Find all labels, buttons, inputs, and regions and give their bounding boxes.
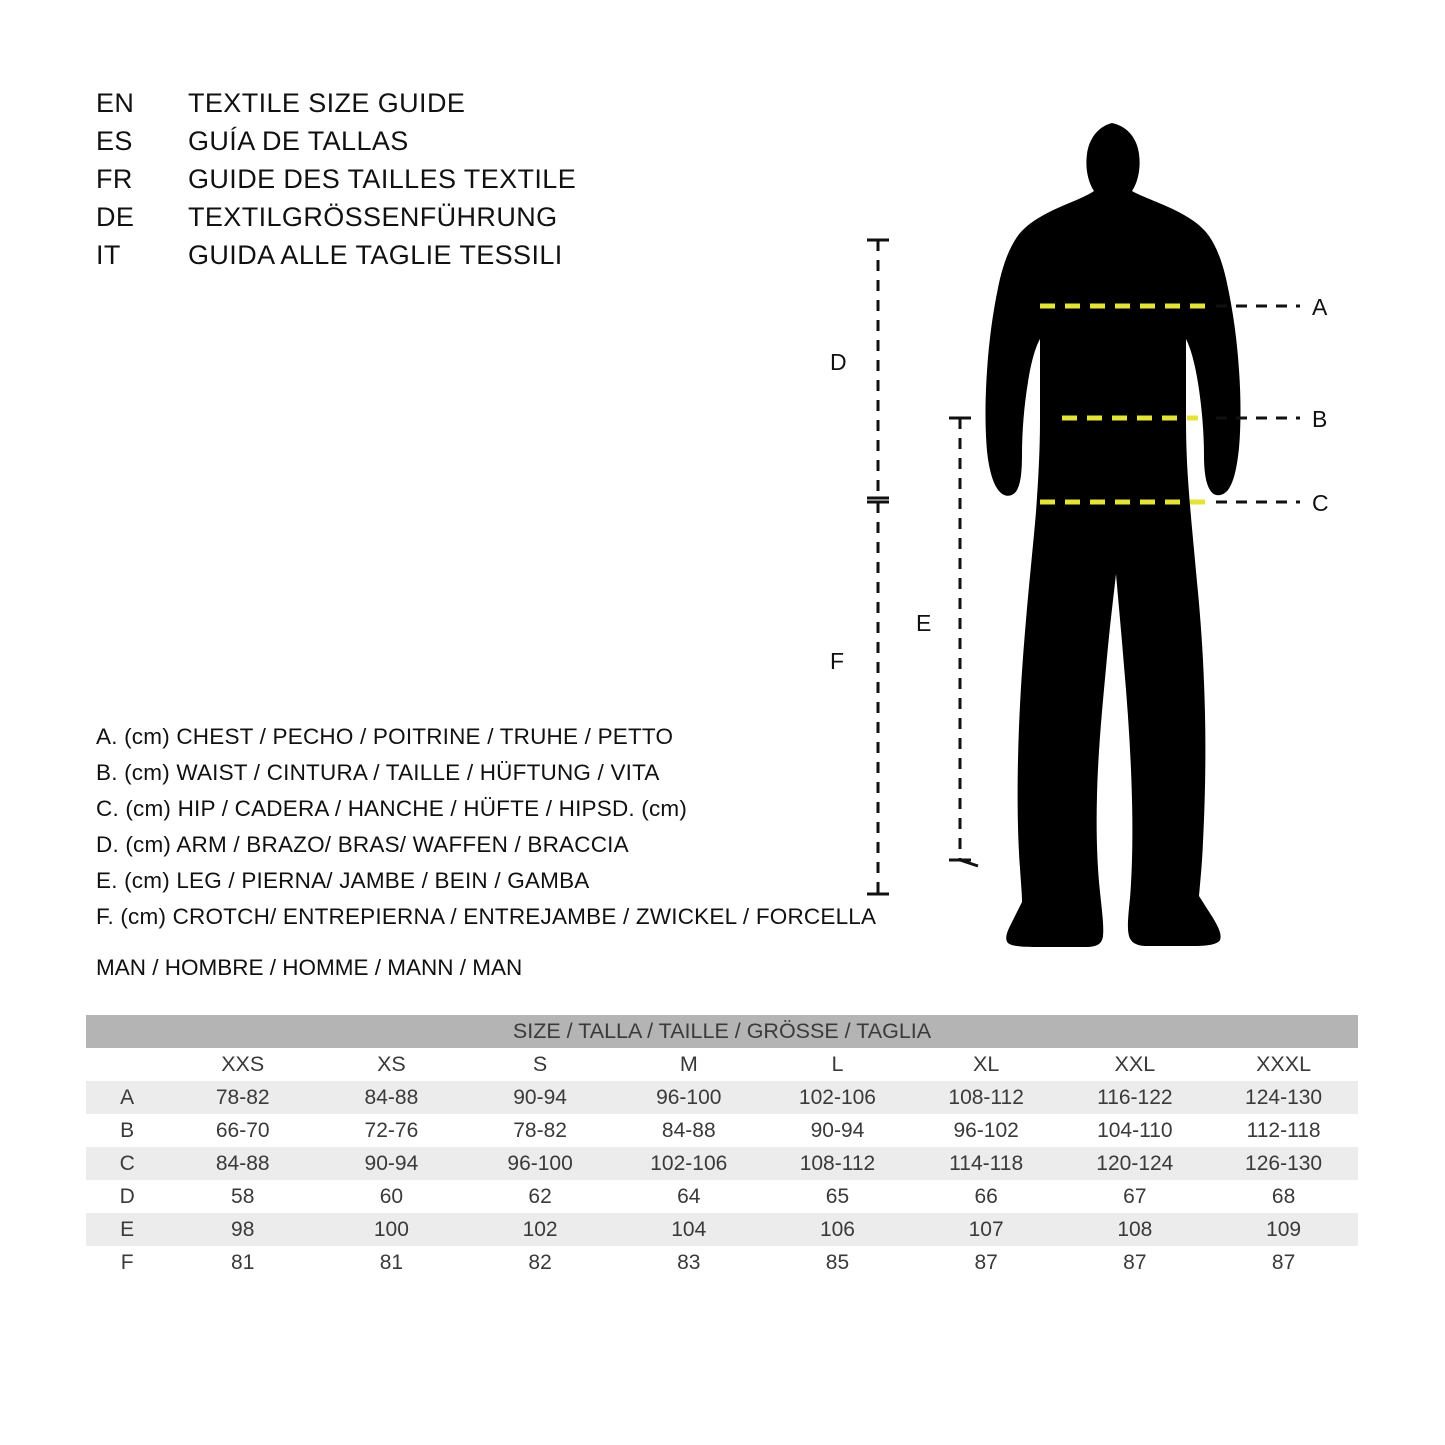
cell-e-s: 102 xyxy=(466,1213,615,1246)
column-header-l: L xyxy=(763,1048,912,1081)
cell-c-xxs: 84-88 xyxy=(168,1147,317,1180)
cell-c-l: 108-112 xyxy=(763,1147,912,1180)
table-row xyxy=(86,1147,1358,1180)
cell-c-xxxl: 126-130 xyxy=(1209,1147,1358,1180)
cell-d-xxl: 67 xyxy=(1061,1180,1210,1213)
cell-a-xl: 108-112 xyxy=(912,1081,1061,1114)
cell-c-xs: 90-94 xyxy=(317,1147,466,1180)
cell-f-xxxl: 87 xyxy=(1209,1246,1358,1279)
cell-f-xxl: 87 xyxy=(1061,1246,1210,1279)
cell-b-xxxl: 112-118 xyxy=(1209,1114,1358,1147)
table-row xyxy=(86,1246,1358,1279)
cell-e-xs: 100 xyxy=(317,1213,466,1246)
cell-b-s: 78-82 xyxy=(466,1114,615,1147)
title-text-fr: GUIDE DES TAILLES TEXTILE xyxy=(188,164,577,194)
title-row-en xyxy=(96,88,796,126)
marker-label-e: E xyxy=(916,610,932,636)
title-text-en: TEXTILE SIZE GUIDE xyxy=(188,88,466,118)
cell-a-xs: 84-88 xyxy=(317,1081,466,1114)
title-text-es: GUÍA DE TALLAS xyxy=(188,126,409,156)
cell-f-s: 82 xyxy=(466,1246,615,1279)
cell-a-s: 90-94 xyxy=(466,1081,615,1114)
cell-b-m: 84-88 xyxy=(614,1114,763,1147)
row-key-d: D xyxy=(86,1180,168,1213)
cell-f-m: 83 xyxy=(614,1246,763,1279)
size-table-wrapper xyxy=(86,1015,1358,1279)
legend-item-d: D. (cm) ARM / BRAZO/ BRAS/ WAFFEN / BRACCIA xyxy=(96,832,629,857)
cell-b-xxl: 104-110 xyxy=(1061,1114,1210,1147)
column-header-xs: XS xyxy=(317,1048,466,1081)
table-band-row xyxy=(86,1015,1358,1048)
dimension-bracket-e xyxy=(949,418,978,866)
cell-a-xxs: 78-82 xyxy=(168,1081,317,1114)
cell-c-s: 96-100 xyxy=(466,1147,615,1180)
cell-b-xxs: 66-70 xyxy=(168,1114,317,1147)
table-corner-cell xyxy=(86,1048,168,1081)
size-table xyxy=(86,1015,1358,1279)
legend-block xyxy=(96,724,896,940)
title-lang-es: ES xyxy=(96,126,133,156)
title-row-it xyxy=(96,240,796,278)
table-row xyxy=(86,1180,1358,1213)
cell-c-xl: 114-118 xyxy=(912,1147,1061,1180)
row-key-e: E xyxy=(86,1213,168,1246)
cell-f-l: 85 xyxy=(763,1246,912,1279)
row-key-a: A xyxy=(86,1081,168,1114)
title-row-es xyxy=(96,126,796,164)
title-lang-de: DE xyxy=(96,202,135,232)
table-row xyxy=(86,1081,1358,1114)
legend-item-b: B. (cm) WAIST / CINTURA / TAILLE / HÜFTUNG / VITA xyxy=(96,760,660,785)
cell-d-xs: 60 xyxy=(317,1180,466,1213)
table-header-row xyxy=(86,1048,1358,1081)
marker-label-b: B xyxy=(1312,406,1328,432)
cell-e-xxl: 108 xyxy=(1061,1213,1210,1246)
title-row-fr xyxy=(96,164,796,202)
title-lang-fr: FR xyxy=(96,164,133,194)
body-measurement-figure xyxy=(830,60,1390,960)
cell-e-l: 106 xyxy=(763,1213,912,1246)
cell-c-xxl: 120-124 xyxy=(1061,1147,1210,1180)
row-key-f: F xyxy=(86,1246,168,1279)
marker-label-d: D xyxy=(830,349,847,375)
marker-label-f: F xyxy=(830,648,845,674)
cell-b-xs: 72-76 xyxy=(317,1114,466,1147)
column-header-xxs: XXS xyxy=(168,1048,317,1081)
cell-a-xxxl: 124-130 xyxy=(1209,1081,1358,1114)
cell-f-xl: 87 xyxy=(912,1246,1061,1279)
cell-e-xxs: 98 xyxy=(168,1213,317,1246)
cell-d-xxxl: 68 xyxy=(1209,1180,1358,1213)
cell-a-m: 96-100 xyxy=(614,1081,763,1114)
cell-e-xxxl: 109 xyxy=(1209,1213,1358,1246)
column-header-m: M xyxy=(614,1048,763,1081)
cell-c-m: 102-106 xyxy=(614,1147,763,1180)
table-row xyxy=(86,1114,1358,1147)
title-text-it: GUIDA ALLE TAGLIE TESSILI xyxy=(188,240,563,270)
cell-d-xl: 66 xyxy=(912,1180,1061,1213)
dimension-bracket-f xyxy=(867,502,889,894)
column-header-xxxl: XXXL xyxy=(1209,1048,1358,1081)
man-silhouette-icon xyxy=(986,123,1241,947)
column-header-xxl: XXL xyxy=(1061,1048,1210,1081)
row-key-c: C xyxy=(86,1147,168,1180)
cell-a-xxl: 116-122 xyxy=(1061,1081,1210,1114)
title-text-de: TEXTILGRÖSSENFÜHRUNG xyxy=(188,202,558,232)
cell-a-l: 102-106 xyxy=(763,1081,912,1114)
cell-d-m: 64 xyxy=(614,1180,763,1213)
legend-item-e: E. (cm) LEG / PIERNA/ JAMBE / BEIN / GAMBA xyxy=(96,868,590,893)
legend-item-f: F. (cm) CROTCH/ ENTREPIERNA / ENTREJAMBE / ZWICKEL / FORCELLA xyxy=(96,904,877,929)
title-block xyxy=(96,88,796,278)
cell-e-xl: 107 xyxy=(912,1213,1061,1246)
marker-label-c: C xyxy=(1312,490,1329,516)
column-header-s: S xyxy=(466,1048,615,1081)
dimension-bracket-d xyxy=(867,240,889,498)
legend-item-a: A. (cm) CHEST / PECHO / POITRINE / TRUHE / PETTO xyxy=(96,724,674,749)
row-key-b: B xyxy=(86,1114,168,1147)
marker-label-a: A xyxy=(1312,294,1328,320)
table-band-label: SIZE / TALLA / TAILLE / GRÖSSE / TAGLIA xyxy=(86,1015,1358,1048)
column-header-xl: XL xyxy=(912,1048,1061,1081)
cell-b-l: 90-94 xyxy=(763,1114,912,1147)
cell-f-xxs: 81 xyxy=(168,1246,317,1279)
gender-note: MAN / HOMBRE / HOMME / MANN / MAN xyxy=(96,955,523,980)
cell-e-m: 104 xyxy=(614,1213,763,1246)
cell-b-xl: 96-102 xyxy=(912,1114,1061,1147)
title-lang-en: EN xyxy=(96,88,135,118)
cell-d-l: 65 xyxy=(763,1180,912,1213)
cell-d-s: 62 xyxy=(466,1180,615,1213)
table-row xyxy=(86,1213,1358,1246)
cell-f-xs: 81 xyxy=(317,1246,466,1279)
legend-item-c: C. (cm) HIP / CADERA / HANCHE / HÜFTE / HIPSD. (cm) xyxy=(96,796,688,821)
title-lang-it: IT xyxy=(96,240,121,270)
cell-d-xxs: 58 xyxy=(168,1180,317,1213)
title-row-de xyxy=(96,202,796,240)
